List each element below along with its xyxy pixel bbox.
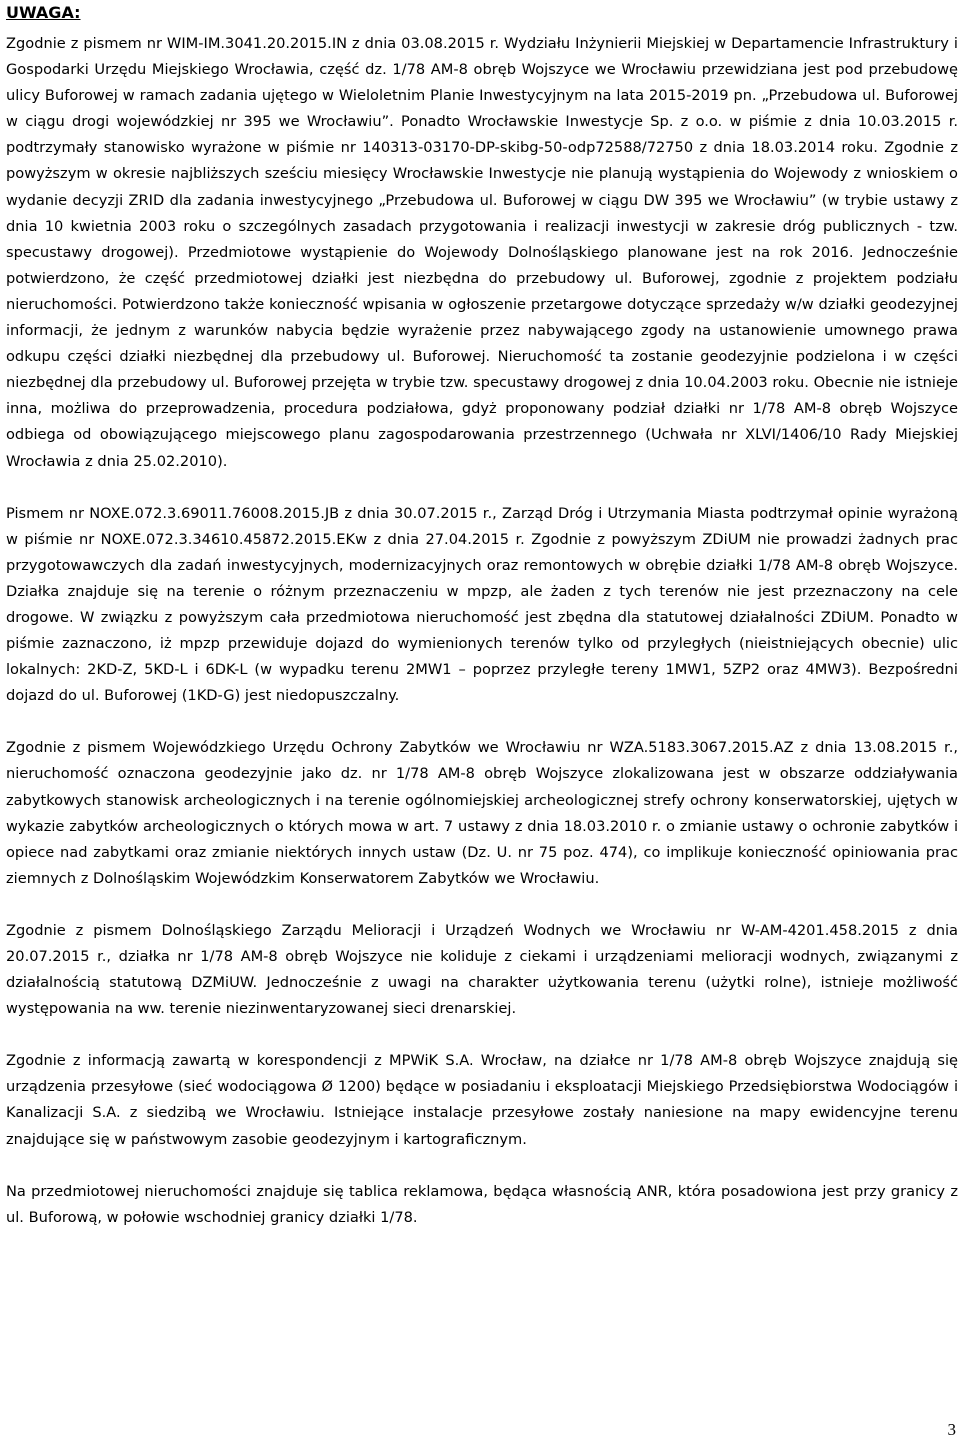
paragraph-billboard-info: Na przedmiotowej nieruchomości znajduje się tablica reklamowa, będąca własnością ANR, która posadowiona jest przy granicy z ul. Buforową, w połowie wschodniej granicy działki 1/78. (6, 1182, 958, 1226)
paragraph-heritage-letter: Zgodnie z pismem Wojewódzkiego Urzędu Ochrony Zabytków we Wrocławiu nr WZA.5183.3067.2015.AZ z dnia 13.08.2015 r., nieruchomość oznaczona geodezyjnie jako dz. nr 1/78 AM-8 obręb Wojszyce zlokalizowana jest w obszarze oddziaływania zabytkowych stanowisk archeologicznych i na terenie ogólnomiejskiej archeologicznej strefy ochrony konserwatorskiej, ujętych w wykazie zabytków archeologicznych o których mowa w art. 7 ustawy z dnia 18.03.2010 r. o zmianie ustawy o ochronie zabytków i opiece nad zabytkami oraz zmianie niektórych innych ustaw (Dz. U. nr 75 poz. 474), co implikuje konieczność opiniowania prac ziemnych z Dolnośląskim Wojewódzkim Konserwatorem Zabytków we Wrocławiu. (6, 739, 958, 887)
section-heading: UWAGA: (6, 3, 81, 22)
paragraph-wim-letter: Zgodnie z pismem nr WIM-IM.3041.20.2015.IN z dnia 03.08.2015 r. Wydziału Inżynierii Miejskiej w Departamencie Infrastruktury i Gospodarki Urzędu Miejskiego Wrocławia, część dz. 1/78 AM-8 obręb Wojszyce we Wrocławiu przewidziana jest pod przebudowę ulicy Buforowej w ramach zadania ujętego w Wieloletnim Planie Inwestycyjnym na lata 2015-2019 pn. „Przebudowa ul. Buforowej w ciągu drogi wojewódzkiej nr 395 we Wrocławiu”. Ponadto Wrocławskie Inwestycje Sp. z o.o. w piśmie z dnia 10.03.2015 r. podtrzymały stanowisko wyrażone w piśmie nr 140313-03170-DP-skibg-50-odp72588/72750 z dnia 18.03.2014 roku. Zgodnie z powyższym w okresie najbliższych sześciu miesięcy Wrocławskie Inwestycje nie planują wystąpienia do Wojewody z wnioskiem o wydanie decyzji ZRID dla zadania inwestycyjnego „Przebudowa ul. Buforowej w ciągu DW 395 we Wrocławiu” (w trybie ustawy z dnia 10 kwietnia 2003 roku o szczególnych zasadach przygotowania i realizacji inwestycji w zakresie dróg publicznych - tzw. specustawy drogowej). Przedmiotowe wystąpienie do Wojewody Dolnośląskiego planowane jest na rok 2016. Jednocześnie potwierdzono, że część przedmiotowej działki jest niezbędna do przebudowy ul. Buforowej, zgodnie z projektem podziału nieruchomości. Potwierdzono także konieczność wpisania w ogłoszenie przetargowe dotyczące sprzedaży w/w działki geodezyjnej informacji, że jednym z warunków nabycia będzie wyrażenie przez nabywającego zgody na ustanowienie umownego prawa odkupu części działki niezbędnej dla przebudowy ul. Buforowej. Nieruchomość ta zostanie geodezyjnie podzielona i w części niezbędnej dla przebudowy ul. Buforowej przejęta w trybie tzw. specustawy drogowej z dnia 10.04.2003 roku. Obecnie nie istnieje inna, możliwa do przeprowadzenia, procedura podziałowa, gdyż proponowany podział działki nr 1/78 AM-8 obręb Wojszyce odbiega od obowiązującego miejscowego planu zagospodarowania przestrzennego (Uchwała nr XLVI/1406/10 Rady Miejskiej Wrocławia z dnia 25.02.2010). (6, 35, 958, 470)
paragraph-zdium-letter: Pismem nr NOXE.072.3.69011.76008.2015.JB z dnia 30.07.2015 r., Zarząd Dróg i Utrzymania Miasta podtrzymał opinie wyrażoną w piśmie nr NOXE.072.3.34610.45872.2015.EKw z dnia 27.04.2015 r. Zgodnie z powyższym ZDiUM nie prowadzi żadnych prac przygotowawczych dla zadań inwestycyjnych, modernizacyjnych oraz remontowych w obrębie działki 1/78 AM-8 obręb Wojszyce. Działka znajduje się na terenie o różnym przeznaczeniu w mpzp, ale żaden z tych terenów nie jest przeznaczony na cele drogowe. W związku z powyższym cała przedmiotowa nieruchomość jest zbędna dla statutowej działalności ZDiUM. Ponadto w piśmie zaznaczono, iż mpzp przewiduje dojazd do wymienionych terenów tylko od przyległych (nieistniejących obecnie) ulic lokalnych: 2KD-Z, 5KD-L i 6DK-L (w wypadku terenu 2MW1 – poprzez przyległe tereny 1MW1, 5ZP2 oraz 4MW3). Bezpośredni dojazd do ul. Buforowej (1KD-G) jest niedopuszczalny. (6, 504, 958, 705)
paragraph-mpwik-info: Zgodnie z informacją zawartą w korespondencji z MPWiK S.A. Wrocław, na działce nr 1/78 AM-8 obręb Wojszyce znajdują się urządzenia przesyłowe (sieć wodociągowa Ø 1200) będące w posiadaniu i eksploatacji Miejskiego Przedsiębiorstwa Wodociągów i Kanalizacji S.A. z siedzibą we Wrocławiu. Istniejące instalacje przesyłowe zostały naniesione na mapy ewidencyjne terenu znajdujące się w państwowym zasobie geodezyjnym i kartograficznym. (6, 1052, 958, 1148)
paragraph-melioration-letter: Zgodnie z pismem Dolnośląskiego Zarządu Melioracji i Urządzeń Wodnych we Wrocławiu nr W-AM-4201.458.2015 z dnia 20.07.2015 r., działka nr 1/78 AM-8 obręb Wojszyce nie koliduje z ciekami i urządzeniami melioracji wodnych, związanymi z działalnością statutową DZMiUW. Jednocześnie z uwagi na charakter użytkowania terenu (użytki rolne), istnieje możliwość występowania na ww. terenie niezinwentaryzowanej sieci drenarskiej. (6, 921, 958, 1018)
document-page (6, 0, 958, 1257)
page-number: 3 (947, 1420, 956, 1439)
